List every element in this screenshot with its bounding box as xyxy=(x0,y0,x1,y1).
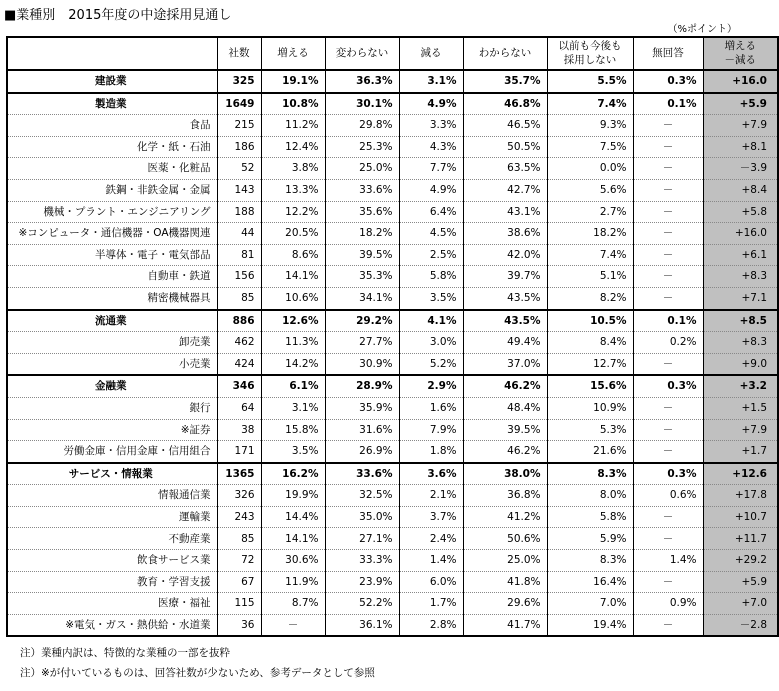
count-cell: 64 xyxy=(217,397,261,419)
diff-cell: +10.7 xyxy=(703,506,778,528)
count-cell: 325 xyxy=(217,70,261,93)
note-1: 注）業種内訳は、特徴的な業種の一部を抜粋 xyxy=(20,647,230,659)
count-cell: 1365 xyxy=(217,463,261,485)
unknown-cell: 46.5% xyxy=(463,115,547,137)
increase-cell: 10.6% xyxy=(261,287,325,309)
no-answer-cell: － xyxy=(633,353,703,375)
never-hire-cell: 7.4% xyxy=(547,93,633,115)
unknown-cell: 43.5% xyxy=(463,287,547,309)
unchanged-cell: 32.5% xyxy=(325,485,399,507)
count-cell: 215 xyxy=(217,115,261,137)
count-cell: 81 xyxy=(217,244,261,266)
note-2: 注）※が付いているものは、回答社数が少ないため、参考データとして参照 xyxy=(20,667,375,679)
decrease-cell: 2.8% xyxy=(399,614,463,636)
diff-cell: +7.1 xyxy=(703,287,778,309)
industry-name-cell: 自動車・鉄道 xyxy=(7,266,217,288)
no-answer-cell: － xyxy=(633,136,703,158)
no-answer-cell: 0.9% xyxy=(633,593,703,615)
header-row xyxy=(7,37,778,70)
count-cell: 72 xyxy=(217,550,261,572)
count-cell: 346 xyxy=(217,375,261,397)
decrease-cell: 1.6% xyxy=(399,397,463,419)
increase-cell: 11.9% xyxy=(261,571,325,593)
industry-row xyxy=(7,463,778,485)
no-answer-cell: － xyxy=(633,266,703,288)
diff-cell: +16.0 xyxy=(703,223,778,245)
industry-name-cell: 労働金庫・信用金庫・信用組合 xyxy=(7,441,217,463)
diff-cell: +5.8 xyxy=(703,201,778,223)
diff-cell: +8.5 xyxy=(703,310,778,332)
count-cell: 85 xyxy=(217,287,261,309)
industry-name-cell: 金融業 xyxy=(7,375,217,397)
sub-industry-row xyxy=(7,201,778,223)
diff-cell: +8.4 xyxy=(703,179,778,201)
industry-name-cell: 不動産業 xyxy=(7,528,217,550)
sub-industry-row xyxy=(7,287,778,309)
increase-cell: 15.8% xyxy=(261,419,325,441)
count-cell: 85 xyxy=(217,528,261,550)
never-hire-cell: 5.3% xyxy=(547,419,633,441)
unchanged-cell: 34.1% xyxy=(325,287,399,309)
unchanged-cell: 35.3% xyxy=(325,266,399,288)
industry-name-cell: 銀行 xyxy=(7,397,217,419)
header-diff: 増える －減る xyxy=(703,37,778,70)
diff-cell: +9.0 xyxy=(703,353,778,375)
unchanged-cell: 35.6% xyxy=(325,201,399,223)
diff-cell: +8.3 xyxy=(703,266,778,288)
diff-cell: +8.3 xyxy=(703,332,778,354)
diff-cell: +11.7 xyxy=(703,528,778,550)
count-cell: 67 xyxy=(217,571,261,593)
no-answer-cell: 0.3% xyxy=(633,70,703,93)
increase-cell: 11.3% xyxy=(261,332,325,354)
never-hire-cell: 18.2% xyxy=(547,223,633,245)
count-cell: 156 xyxy=(217,266,261,288)
header-no-answer: 無回答 xyxy=(633,37,703,70)
diff-cell: +16.0 xyxy=(703,70,778,93)
never-hire-cell: 16.4% xyxy=(547,571,633,593)
industry-row xyxy=(7,93,778,115)
increase-cell: 14.1% xyxy=(261,528,325,550)
increase-cell: 11.2% xyxy=(261,115,325,137)
industry-name-cell: 機械・プラント・エンジニアリング xyxy=(7,201,217,223)
unchanged-cell: 36.3% xyxy=(325,70,399,93)
count-cell: 38 xyxy=(217,419,261,441)
diff-cell: +8.1 xyxy=(703,136,778,158)
never-hire-cell: 12.7% xyxy=(547,353,633,375)
no-answer-cell: 0.1% xyxy=(633,93,703,115)
never-hire-cell: 8.0% xyxy=(547,485,633,507)
decrease-cell: 4.9% xyxy=(399,93,463,115)
sub-industry-row xyxy=(7,244,778,266)
no-answer-cell: － xyxy=(633,244,703,266)
decrease-cell: 3.1% xyxy=(399,70,463,93)
never-hire-cell: 7.4% xyxy=(547,244,633,266)
decrease-cell: 3.7% xyxy=(399,506,463,528)
decrease-cell: 5.2% xyxy=(399,353,463,375)
count-cell: 52 xyxy=(217,158,261,180)
increase-cell: 19.9% xyxy=(261,485,325,507)
increase-cell: 3.5% xyxy=(261,441,325,463)
increase-cell: － xyxy=(261,614,325,636)
never-hire-cell: 7.5% xyxy=(547,136,633,158)
no-answer-cell: － xyxy=(633,115,703,137)
industry-name-cell: ※コンピュータ・通信機器・OA機器関連 xyxy=(7,223,217,245)
increase-cell: 30.6% xyxy=(261,550,325,572)
increase-cell: 3.1% xyxy=(261,397,325,419)
industry-name-cell: 建設業 xyxy=(7,70,217,93)
industry-name-cell: 教育・学習支援 xyxy=(7,571,217,593)
decrease-cell: 2.4% xyxy=(399,528,463,550)
sub-industry-row xyxy=(7,158,778,180)
decrease-cell: 7.7% xyxy=(399,158,463,180)
no-answer-cell: 0.3% xyxy=(633,463,703,485)
sub-industry-row xyxy=(7,593,778,615)
industry-name-cell: 化学・紙・石油 xyxy=(7,136,217,158)
industry-name-cell: 卸売業 xyxy=(7,332,217,354)
industry-name-cell: 運輸業 xyxy=(7,506,217,528)
increase-cell: 8.6% xyxy=(261,244,325,266)
unknown-cell: 48.4% xyxy=(463,397,547,419)
count-cell: 44 xyxy=(217,223,261,245)
increase-cell: 3.8% xyxy=(261,158,325,180)
unchanged-cell: 35.0% xyxy=(325,506,399,528)
unchanged-cell: 31.6% xyxy=(325,419,399,441)
no-answer-cell: － xyxy=(633,614,703,636)
unchanged-cell: 35.9% xyxy=(325,397,399,419)
never-hire-cell: 8.4% xyxy=(547,332,633,354)
industry-name-cell: 食品 xyxy=(7,115,217,137)
decrease-cell: 1.7% xyxy=(399,593,463,615)
header-count: 社数 xyxy=(217,37,261,70)
decrease-cell: 7.9% xyxy=(399,419,463,441)
industry-row xyxy=(7,70,778,93)
increase-cell: 12.4% xyxy=(261,136,325,158)
diff-cell: +7.9 xyxy=(703,115,778,137)
unchanged-cell: 27.7% xyxy=(325,332,399,354)
never-hire-cell: 8.3% xyxy=(547,463,633,485)
no-answer-cell: 1.4% xyxy=(633,550,703,572)
industry-name-cell: 医薬・化粧品 xyxy=(7,158,217,180)
no-answer-cell: － xyxy=(633,419,703,441)
never-hire-cell: 8.3% xyxy=(547,550,633,572)
diff-cell: +1.7 xyxy=(703,441,778,463)
sub-industry-row xyxy=(7,332,778,354)
decrease-cell: 6.4% xyxy=(399,201,463,223)
industry-name-cell: ※証券 xyxy=(7,419,217,441)
unchanged-cell: 36.1% xyxy=(325,614,399,636)
industry-name-cell: 小売業 xyxy=(7,353,217,375)
count-cell: 186 xyxy=(217,136,261,158)
unchanged-cell: 33.6% xyxy=(325,179,399,201)
unknown-cell: 63.5% xyxy=(463,158,547,180)
unchanged-cell: 25.3% xyxy=(325,136,399,158)
unchanged-cell: 26.9% xyxy=(325,441,399,463)
sub-industry-row xyxy=(7,136,778,158)
sub-industry-row xyxy=(7,266,778,288)
never-hire-cell: 8.2% xyxy=(547,287,633,309)
industry-name-cell: ※電気・ガス・熱供給・水道業 xyxy=(7,614,217,636)
unknown-cell: 41.8% xyxy=(463,571,547,593)
no-answer-cell: 0.2% xyxy=(633,332,703,354)
diff-cell: +6.1 xyxy=(703,244,778,266)
count-cell: 36 xyxy=(217,614,261,636)
decrease-cell: 1.8% xyxy=(399,441,463,463)
increase-cell: 20.5% xyxy=(261,223,325,245)
sub-industry-row xyxy=(7,179,778,201)
sub-industry-row xyxy=(7,353,778,375)
unchanged-cell: 28.9% xyxy=(325,375,399,397)
unchanged-cell: 25.0% xyxy=(325,158,399,180)
unchanged-cell: 23.9% xyxy=(325,571,399,593)
no-answer-cell: － xyxy=(633,397,703,419)
industry-row xyxy=(7,375,778,397)
industry-name-cell: 製造業 xyxy=(7,93,217,115)
increase-cell: 12.2% xyxy=(261,201,325,223)
industry-name-cell: 情報通信業 xyxy=(7,485,217,507)
increase-cell: 14.1% xyxy=(261,266,325,288)
decrease-cell: 6.0% xyxy=(399,571,463,593)
diff-cell: +1.5 xyxy=(703,397,778,419)
unchanged-cell: 27.1% xyxy=(325,528,399,550)
diff-cell: +7.9 xyxy=(703,419,778,441)
no-answer-cell: － xyxy=(633,528,703,550)
unknown-cell: 41.7% xyxy=(463,614,547,636)
table-body xyxy=(7,70,778,636)
unknown-cell: 46.8% xyxy=(463,93,547,115)
header-industry xyxy=(7,37,217,70)
diff-cell: +29.2 xyxy=(703,550,778,572)
decrease-cell: 1.4% xyxy=(399,550,463,572)
diff-cell: +17.8 xyxy=(703,485,778,507)
header-increase: 増える xyxy=(261,37,325,70)
decrease-cell: 5.8% xyxy=(399,266,463,288)
count-cell: 243 xyxy=(217,506,261,528)
decrease-cell: 3.5% xyxy=(399,287,463,309)
sub-industry-row xyxy=(7,115,778,137)
industry-row xyxy=(7,310,778,332)
header-unknown: わからない xyxy=(463,37,547,70)
header-unchanged: 変わらない xyxy=(325,37,399,70)
increase-cell: 14.4% xyxy=(261,506,325,528)
industry-name-cell: 半導体・電子・電気部品 xyxy=(7,244,217,266)
no-answer-cell: 0.1% xyxy=(633,310,703,332)
unknown-cell: 42.0% xyxy=(463,244,547,266)
sub-industry-row xyxy=(7,397,778,419)
increase-cell: 19.1% xyxy=(261,70,325,93)
increase-cell: 14.2% xyxy=(261,353,325,375)
unknown-cell: 39.5% xyxy=(463,419,547,441)
unchanged-cell: 39.5% xyxy=(325,244,399,266)
no-answer-cell: － xyxy=(633,223,703,245)
decrease-cell: 3.3% xyxy=(399,115,463,137)
count-cell: 115 xyxy=(217,593,261,615)
industry-name-cell: 精密機械器具 xyxy=(7,287,217,309)
unknown-cell: 42.7% xyxy=(463,179,547,201)
never-hire-cell: 5.8% xyxy=(547,506,633,528)
sub-industry-row xyxy=(7,614,778,636)
sub-industry-row xyxy=(7,223,778,245)
industry-name-cell: 医療・福祉 xyxy=(7,593,217,615)
no-answer-cell: － xyxy=(633,158,703,180)
unknown-cell: 38.6% xyxy=(463,223,547,245)
industry-name-cell: 鉄鋼・非鉄金属・金属 xyxy=(7,179,217,201)
increase-cell: 8.7% xyxy=(261,593,325,615)
count-cell: 462 xyxy=(217,332,261,354)
never-hire-cell: 9.3% xyxy=(547,115,633,137)
never-hire-cell: 5.9% xyxy=(547,528,633,550)
count-cell: 171 xyxy=(217,441,261,463)
diff-cell: +5.9 xyxy=(703,571,778,593)
increase-cell: 16.2% xyxy=(261,463,325,485)
unknown-cell: 50.6% xyxy=(463,528,547,550)
no-answer-cell: － xyxy=(633,441,703,463)
sub-industry-row xyxy=(7,571,778,593)
decrease-cell: 3.6% xyxy=(399,463,463,485)
unchanged-cell: 29.8% xyxy=(325,115,399,137)
unknown-cell: 38.0% xyxy=(463,463,547,485)
sub-industry-row xyxy=(7,419,778,441)
count-cell: 424 xyxy=(217,353,261,375)
decrease-cell: 4.5% xyxy=(399,223,463,245)
increase-cell: 13.3% xyxy=(261,179,325,201)
no-answer-cell: － xyxy=(633,571,703,593)
unknown-cell: 49.4% xyxy=(463,332,547,354)
increase-cell: 10.8% xyxy=(261,93,325,115)
decrease-cell: 2.9% xyxy=(399,375,463,397)
no-answer-cell: － xyxy=(633,179,703,201)
never-hire-cell: 0.0% xyxy=(547,158,633,180)
increase-cell: 12.6% xyxy=(261,310,325,332)
increase-cell: 6.1% xyxy=(261,375,325,397)
sub-industry-row xyxy=(7,550,778,572)
diff-cell: +12.6 xyxy=(703,463,778,485)
diff-cell: +7.0 xyxy=(703,593,778,615)
unknown-cell: 50.5% xyxy=(463,136,547,158)
diff-cell: －2.8 xyxy=(703,614,778,636)
no-answer-cell: － xyxy=(633,287,703,309)
never-hire-cell: 5.5% xyxy=(547,70,633,93)
count-cell: 886 xyxy=(217,310,261,332)
decrease-cell: 4.9% xyxy=(399,179,463,201)
decrease-cell: 4.3% xyxy=(399,136,463,158)
unknown-cell: 37.0% xyxy=(463,353,547,375)
sub-industry-row xyxy=(7,528,778,550)
count-cell: 188 xyxy=(217,201,261,223)
unknown-cell: 25.0% xyxy=(463,550,547,572)
never-hire-cell: 10.5% xyxy=(547,310,633,332)
decrease-cell: 4.1% xyxy=(399,310,463,332)
never-hire-cell: 19.4% xyxy=(547,614,633,636)
sub-industry-row xyxy=(7,506,778,528)
unit-label: （%ポイント） xyxy=(667,24,737,35)
unknown-cell: 43.5% xyxy=(463,310,547,332)
count-cell: 1649 xyxy=(217,93,261,115)
header-decrease: 減る xyxy=(399,37,463,70)
unchanged-cell: 33.6% xyxy=(325,463,399,485)
unknown-cell: 39.7% xyxy=(463,266,547,288)
unknown-cell: 43.1% xyxy=(463,201,547,223)
never-hire-cell: 21.6% xyxy=(547,441,633,463)
unknown-cell: 46.2% xyxy=(463,441,547,463)
never-hire-cell: 15.6% xyxy=(547,375,633,397)
unknown-cell: 29.6% xyxy=(463,593,547,615)
unknown-cell: 46.2% xyxy=(463,375,547,397)
diff-cell: －3.9 xyxy=(703,158,778,180)
unchanged-cell: 29.2% xyxy=(325,310,399,332)
page-title: ■業種別 2015年度の中途採用見通し xyxy=(4,8,232,23)
no-answer-cell: 0.6% xyxy=(633,485,703,507)
never-hire-cell: 2.7% xyxy=(547,201,633,223)
unchanged-cell: 18.2% xyxy=(325,223,399,245)
unchanged-cell: 30.9% xyxy=(325,353,399,375)
unknown-cell: 36.8% xyxy=(463,485,547,507)
no-answer-cell: － xyxy=(633,506,703,528)
never-hire-cell: 10.9% xyxy=(547,397,633,419)
count-cell: 326 xyxy=(217,485,261,507)
diff-cell: +5.9 xyxy=(703,93,778,115)
never-hire-cell: 7.0% xyxy=(547,593,633,615)
unchanged-cell: 33.3% xyxy=(325,550,399,572)
decrease-cell: 2.5% xyxy=(399,244,463,266)
sub-industry-row xyxy=(7,441,778,463)
industry-name-cell: サービス・情報業 xyxy=(7,463,217,485)
no-answer-cell: 0.3% xyxy=(633,375,703,397)
header-never-hire: 以前も今後も 採用しない xyxy=(547,37,633,70)
never-hire-cell: 5.1% xyxy=(547,266,633,288)
sub-industry-row xyxy=(7,485,778,507)
unchanged-cell: 52.2% xyxy=(325,593,399,615)
industry-name-cell: 流通業 xyxy=(7,310,217,332)
decrease-cell: 3.0% xyxy=(399,332,463,354)
count-cell: 143 xyxy=(217,179,261,201)
unknown-cell: 41.2% xyxy=(463,506,547,528)
decrease-cell: 2.1% xyxy=(399,485,463,507)
no-answer-cell: － xyxy=(633,201,703,223)
unknown-cell: 35.7% xyxy=(463,70,547,93)
never-hire-cell: 5.6% xyxy=(547,179,633,201)
unchanged-cell: 30.1% xyxy=(325,93,399,115)
industry-name-cell: 飲食サービス業 xyxy=(7,550,217,572)
hiring-outlook-table xyxy=(6,36,779,637)
diff-cell: +3.2 xyxy=(703,375,778,397)
